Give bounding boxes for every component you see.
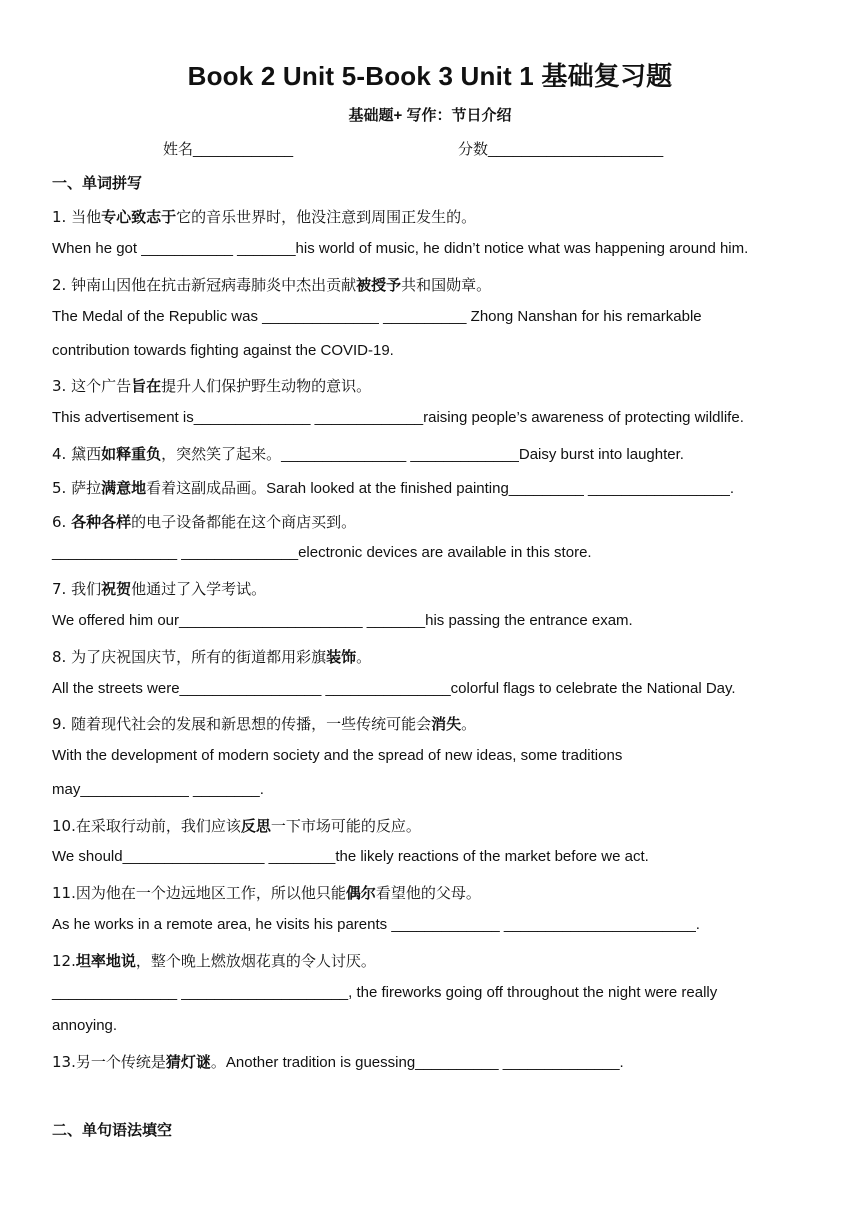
name-blank: ____________ <box>193 141 294 158</box>
question-10-english: We should_________________ ________the likely reactions of the market before we act. <box>52 848 649 865</box>
question-11-chinese: 11.因为他在一个边远地区工作，所以他只能偶尔看望他的父母。 <box>52 884 481 902</box>
keyword: 被授予 <box>356 276 402 294</box>
keyword: 各种各样 <box>71 513 132 531</box>
question-6-english: _______________ ______________electronic devices are available in this store. <box>52 544 592 561</box>
keyword: 装饰 <box>326 648 357 666</box>
section-heading-spelling: 一、单词拼写 <box>52 175 143 192</box>
question-6-chinese: 6. 各种各样的电子设备都能在这个商店买到。 <box>52 513 357 531</box>
question-12-english-line1: _______________ ____________________, the fireworks going off throughout the night were really <box>52 984 718 1001</box>
question-8-chinese: 8. 为了庆祝国庆节，所有的街道都用彩旗装饰。 <box>52 648 372 666</box>
section-heading-grammar: 二、单句语法填空 <box>52 1122 173 1139</box>
page-subtitle: 基础题+ 写作：节日介绍 <box>348 107 512 124</box>
question-3-english: This advertisement is______________ _____________raising people’s awareness of protecting wildlife. <box>52 409 744 426</box>
score-blank: _____________________ <box>488 141 664 158</box>
question-13: 13.另一个传统是猜灯谜。Another tradition is guessing__________ ______________. <box>52 1053 624 1071</box>
question-7-chinese: 7. 我们祝贺他通过了入学考试。 <box>52 580 267 598</box>
question-5: 5. 萨拉满意地看着这副成品画。Sarah looked at the finished painting_________ _________________. <box>52 479 735 497</box>
keyword: 反思 <box>240 817 271 835</box>
question-9-english-line1: With the development of modern society and the spread of new ideas, some traditions <box>52 747 623 764</box>
question-2-english-line2: contribution towards fighting against the COVID-19. <box>52 342 394 359</box>
question-10-chinese: 10.在采取行动前，我们应该反思一下市场可能的反应。 <box>52 817 421 835</box>
question-12-chinese: 12.坦率地说，整个晚上燃放烟花真的令人讨厌。 <box>52 952 376 970</box>
keyword: 祝贺 <box>101 580 132 598</box>
name-field <box>163 138 293 159</box>
keyword: 旨在 <box>131 377 162 395</box>
question-1-english: When he got ___________ _______his world of music, he didn’t notice what was happening around him. <box>52 240 749 257</box>
keyword: 满意地 <box>101 479 147 497</box>
keyword: 坦率地说 <box>75 952 136 970</box>
name-label: 姓名 <box>163 140 194 158</box>
keyword: 如释重负 <box>101 445 162 463</box>
question-2-chinese: 2. 钟南山因他在抗击新冠病毒肺炎中杰出贡献被授予共和国勋章。 <box>52 276 492 294</box>
score-field <box>458 138 663 159</box>
question-1-chinese: 1. 当他专心致志于它的音乐世界时，他没注意到周围正发生的。 <box>52 208 477 226</box>
keyword: 专心致志于 <box>101 208 177 226</box>
keyword: 偶尔 <box>345 884 376 902</box>
question-9-english-line2: may_____________ ________. <box>52 781 264 798</box>
question-7-english: We offered him our______________________ _______his passing the entrance exam. <box>52 612 633 629</box>
question-8-english: All the streets were_________________ _______________colorful flags to celebrate the National Day. <box>52 680 736 697</box>
question-9-chinese: 9. 随着现代社会的发展和新思想的传播，一些传统可能会消失。 <box>52 715 477 733</box>
score-label: 分数 <box>458 140 489 158</box>
page-title: Book 2 Unit 5-Book 3 Unit 1 基础复习题 <box>187 61 673 91</box>
question-2-english-line1: The Medal of the Republic was ______________ __________ Zhong Nanshan for his remarkable <box>52 308 702 325</box>
question-12-english-line2: annoying. <box>52 1017 118 1034</box>
question-4: 4. 黛西如释重负，突然笑了起来。_______________ _____________Daisy burst into laughter. <box>52 445 684 463</box>
question-3-chinese: 3. 这个广告旨在提升人们保护野生动物的意识。 <box>52 377 372 395</box>
keyword: 消失 <box>431 715 462 733</box>
keyword: 猜灯谜 <box>165 1053 211 1071</box>
question-11-english: As he works in a remote area, he visits his parents _____________ _______________________. <box>52 916 700 933</box>
